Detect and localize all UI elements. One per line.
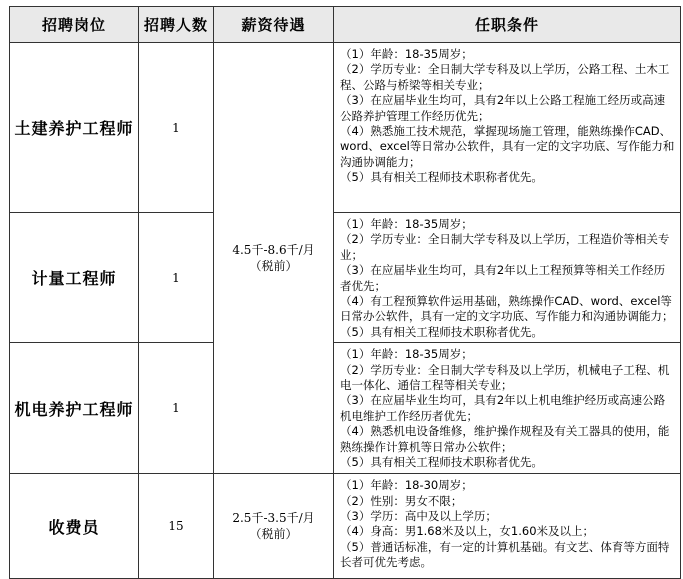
position-cell: 土建养护工程师: [10, 43, 139, 213]
salary-amount: 2.5千-3.5千/月: [232, 511, 315, 526]
header-salary: 薪资待遇: [214, 7, 334, 43]
count-cell: 1: [139, 43, 214, 213]
requirement-line: （3）学历：高中及以上学历；: [340, 509, 497, 524]
requirement-line: （3）在应届毕业生均可，具有2年以上公路工程施工经历或高速公路养护管理工作经历优先；: [340, 93, 666, 123]
requirements-cell: [334, 474, 681, 579]
header-position: 招聘岗位: [10, 7, 139, 43]
requirement-line: （5）具有相关工程师技术职称者优先。: [340, 455, 543, 470]
requirements-cell: [334, 213, 681, 343]
requirement-line: （3）在应届毕业生均可，具有2年以上工程预算等相关工作经历者优先；: [340, 263, 666, 293]
salary-cell: [214, 474, 334, 579]
position-cell: 计量工程师: [10, 213, 139, 343]
requirement-line: （5）普通话标准，有一定的计算机基础。有文艺、体育等方面特长者可优先考虑。: [340, 539, 670, 570]
table-row: [10, 343, 681, 474]
requirement-line: （5）具有相关工程师技术职称者优先。: [340, 324, 543, 339]
requirement-line: （1）年龄：18-35周岁；: [340, 47, 473, 61]
requirement-line: （4）身高：男1.68米及以上，女1.60米及以上；: [340, 524, 595, 539]
header-count: 招聘人数: [139, 7, 214, 43]
header-row: [10, 7, 681, 43]
salary-cell: [214, 43, 334, 474]
table-row: [10, 474, 681, 579]
requirement-line: （2）学历专业：全日制大学专科及以上学历，工程造价等相关专业；: [340, 232, 670, 262]
count-cell: 1: [139, 213, 214, 343]
requirement-line: （2）学历专业：全日制大学专科及以上学历，公路工程、土木工程、公路与桥梁等相关专业；: [340, 62, 670, 92]
requirement-line: （4）有工程预算软件运用基础，熟练操作CAD、word、excel等日常办公软件，具有一定的文字功底、写作能力和沟通协调能力；: [340, 294, 674, 324]
count-cell: 15: [139, 474, 214, 579]
requirement-line: （4）熟悉施工技术规范，掌握现场施工管理，能熟练操作CAD、word、excel等日常办公软件，具有一定的文字功底、写作能力和沟通协调能力；: [340, 124, 675, 169]
requirements-cell: [334, 343, 681, 474]
requirement-line: （1）年龄：18-35周岁；: [340, 217, 473, 231]
position-cell: 收费员: [10, 474, 139, 579]
count-cell: 1: [139, 343, 214, 474]
requirement-line: （3）在应届毕业生均可，具有2年以上机电维护经历或高速公路机电维护工作经历者优先；: [340, 393, 666, 423]
table-row: [10, 213, 681, 343]
requirement-line: （1）年龄：18-35周岁；: [340, 347, 473, 362]
salary-note: （税前）: [249, 527, 298, 542]
requirements-cell: [334, 43, 681, 213]
requirement-line: （2）性别：男女不限；: [340, 493, 463, 508]
position-cell: 机电养护工程师: [10, 343, 139, 474]
requirement-line: （2）学历专业：全日制大学专科及以上学历，机械电子工程、机电一体化、通信工程等相关专业；: [340, 362, 670, 393]
requirement-line: （4）熟悉机电设备维修，维护操作规程及有关工器具的使用，能熟练操作计算机等日常办公软件；: [340, 424, 670, 454]
salary-amount: 4.5千-8.6千/月: [232, 243, 315, 258]
table-row: [10, 43, 681, 213]
requirement-line: （5）具有相关工程师技术职称者优先。: [340, 170, 543, 185]
header-requirements: 任职条件: [334, 7, 681, 43]
requirement-line: （1）年龄：18-30周岁；: [340, 478, 473, 493]
salary-note: （税前）: [249, 259, 298, 274]
recruitment-table: [9, 6, 681, 579]
